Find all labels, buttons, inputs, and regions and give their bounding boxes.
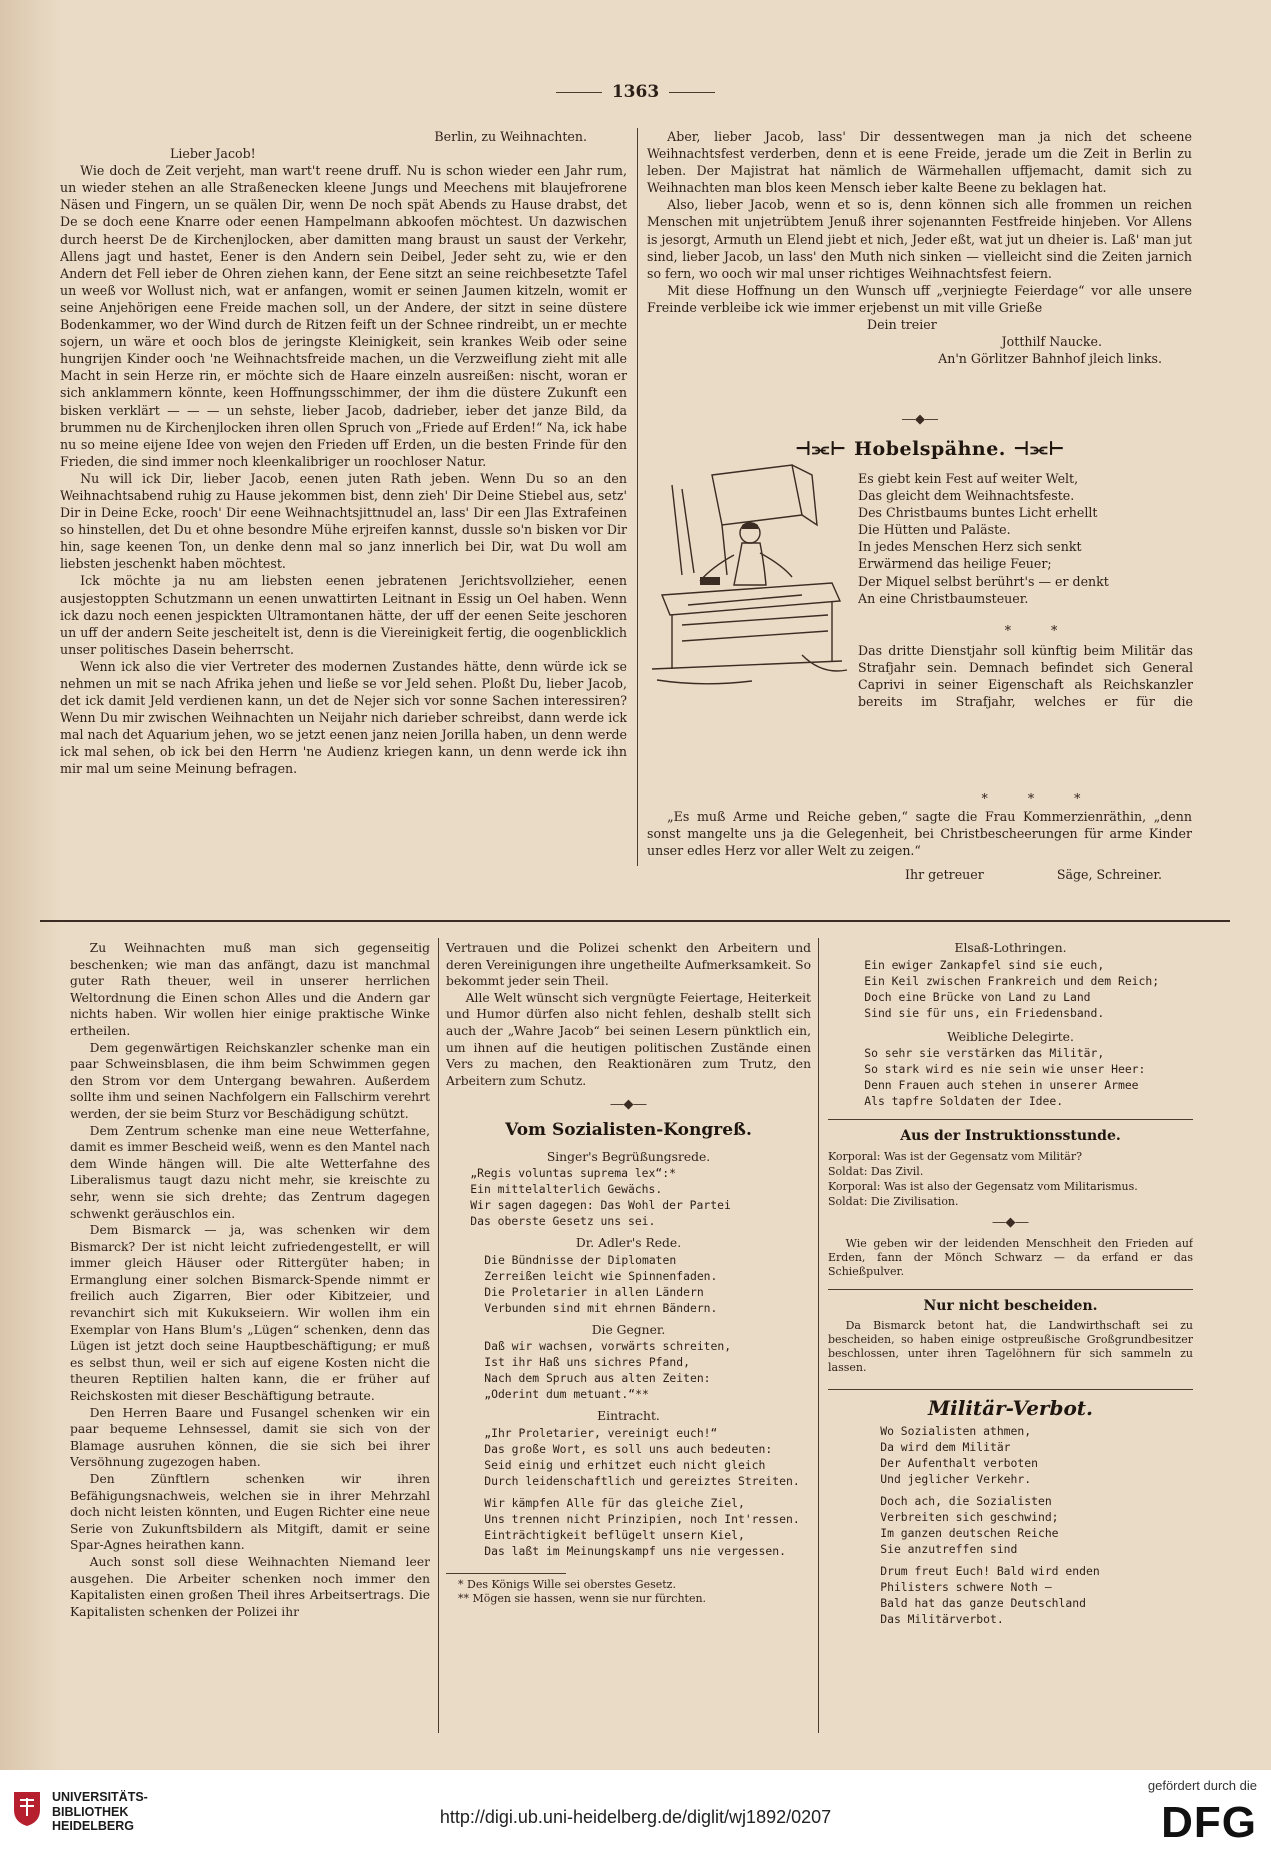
letter-salutation: Lieber Jacob! [170,146,256,162]
hobel-paragraph-2: „Es muß Arme und Reiche geben,“ sagte die Frau Kommerzienräthin, „denn sonst mangelte uns ja die Gelegenheit, bei Christbescheerungen für arme Kinder unser edles Herz vor aller Welt zu zeigen.“ [647,809,1192,859]
letter-paragraph: Nu will ick Dir, lieber Jacob, eenen juten Rath jeben. Wenn Du so an den Weihnachtsabend ruhig zu Hause jekommen bist, denn zieh' Dir Deine Stiebel aus, setz' Dir in Deine Ecke, rooch' Dir eene Weihnachtsjittnudel an, lass' Dir een Jlas Extrafeinen so hinstellen, det Du et ohne besondre Mühe erjreifen kannst, dussle so'n bisken vor Dir hin, sage keenen Ton, un denke denn mal so janz innerlich bei Dir, wat Du woll am liebsten jeschenkt haben möchtest. [60,470,627,572]
lower-column-a [70,940,430,1730]
bescheiden-heading: Nur nicht bescheiden. [923,1298,1098,1315]
letter-paragraph: Aber, lieber Jacob, lass' Dir dessentwegen man ja nich det scheene Weihnachtsfest verderben, denn et is eene Freide, jerade um die Zeit in Berlin zu leben. Der Majistrat hat nämlich de Wärmehallen uffjemacht, damit sich zu Weihnachten man blos keen Mensch ieber kalte Beene zu beklagen hat. [647,129,1192,196]
singer-verse: „Regis voluntas suprema lex“:* Ein mittelalterlich Gewächs. Wir sagen dagegen: Das Wohl der Partei Das oberste Gesetz uns sei. [470,1166,731,1229]
hobel-closing: Ihr getreuer [905,867,984,882]
footnote-rule [446,1573,566,1574]
letter-column-right [647,128,1192,418]
ornament-divider: ―◆― [902,412,938,427]
footer-bar [0,1770,1271,1859]
gegner-heading: Die Gegner. [591,1322,666,1337]
stars-divider: * * [1004,623,1076,638]
paragraph: Auch sonst soll diese Weihnachten Niemand leer ausgehen. Die Arbeiter schenken noch immer den Kapitalisten einen großen Theil ihres Arbeitsertrags. Die Kapitalisten schenken der Polizei ihr [70,1554,430,1619]
poem-line: Es giebt kein Fest auf weiter Welt, [858,471,1079,486]
lower-column-c [828,940,1193,1730]
instr-heading: Aus der Instruktionsstunde. [900,1128,1121,1145]
adler-verse: Die Bündnisse der Diplomaten Zerreißen leicht wie Spinnenfaden. Die Proletarier in allen Ländern Verbunden sind mit ehrnen Bändern. [484,1252,718,1315]
instr-dialog: Korporal: Was ist der Gegensatz vom Militär? Soldat: Das Zivil. Korporal: Was ist also der Gegensatz vom Militarismus. Soldat: Die Zivilisation. [828,1149,1138,1208]
letter-paragraph: Mit diese Hoffnung un den Wunsch uff „verjniegte Feierdage“ vor alle unsere Freinde verbleibe ick wie immer erjebenst un mit ville Grieße [647,282,1192,315]
ornament-left: ⊣⫘⊢ [794,438,855,460]
letter-address: An'n Görlitzer Bahnhof jleich links. [938,351,1162,367]
hobel-paragraph-1-cont [640,712,1193,792]
stars-divider-2: * * * [981,791,1099,806]
hobel-signature: Säge, Schreiner. [1056,867,1162,882]
page-shadow [0,0,60,1770]
footnote-2: ** Mögen sie hassen, wenn sie nur fürchten. [458,1591,707,1605]
dash-left [556,92,602,93]
ornament-divider: ―◆― [610,1097,647,1113]
letter-signature: Jotthilf Naucke. [1001,334,1102,350]
letter-paragraph: Also, lieber Jacob, wenn et so is, denn können sich alle frommen un reichen Menschen mit unjetrübtem Jenuß ihrer sojenannten Festfreide hinjeben. Vor Allens is jesorgt, Armuth un Elend jiebt et nich, Jeder eßt, wat jut un dheier is. Laß' man jut sind, lieber Jacob, un lass' den Muth nich sinken — vielleicht sind die Zeiten jarnich so fern, wo ooch wir mal unser richtiges Weihnachtsfest feiern. [647,197,1192,281]
elsass-verse: Ein ewiger Zankapfel sind sie euch, Ein Keil zwischen Frankreich und dem Reich; Doch eine Brücke von Land zu Land Sind sie für uns, ein Friedensband. [864,957,1160,1020]
divider-rule [828,1119,1193,1120]
letter-paragraph: Wie doch de Zeit verjeht, man wart't reene druff. Nu is schon wieder een Jahr rum, un wieder stehen an alle Straßenecken kleene Jungs und Meechens mit blaujefrorene Näsen und Fingern, un se quälen Dir, wenn De noch spät Abends zu Hause drabst, det De se doch eene Knarre oder eenen Hampelmann abkoofen möchtest. Un dazwischen durch heerst De de Kirchenjlocken, aber damitten mang braust un saust der Verkehr, Allens jagt und hastet, Eener is den Andern sein Deibel, Jeder seht zu, wie er den Andern det Fell ieber de Ohren ziehen kann, der Eene sitzt an seine reichbesetzte Tafel un weeß vor Wollust nich, wat er anfangen, womit er seinen Jaumen kitzeln, womit er seine Anjehörigen eene Freide machen soll, un der Andere, der sitzt in seine düstere Bodenkammer, wo der Wind durch de Ritzen feift un der Schnee rindreibt, un er mechte sojern, un wäre et ooch blos de jeringste Kleinigkeit, sein krankes Weib oder seine hungrijen Kinder ooch 'ne Weihnachtsfreide machen, un die Verzweiflung zieht mit alle Macht in sein Herze rin, er möchte sich de Haare einzeln ausreißen: nischt, woran er sich anklammern könnte, keen Hoffnungsschimmer, der ihm die düstere Zukunft een bisken verklärt — — — un sehste, lieber Jacob, dadrieber, ieber det janze Bild, da brummen nu de Kirchenjlocken ihren ollen Spruch von „Friede auf Erden!“ Na, ick habe nu so meine eijene Idee von wejen den Frieden uff Erden, un die besten Frinde für den Frieden, die sind immer noch kleenkalibriger un roochloser Natur. [60,163,627,469]
poem-line: Erwärmend das heilige Feuer; [858,556,1052,572]
delegirte-verse: So sehr sie verstärken das Militär, So stark wird es nie sein wie unser Heer: Denn Frauen auch stehen in unserer Armee Als tapfre Soldaten der Idee. [864,1046,1146,1109]
schwarz-paragraph: Wie geben wir der leidenden Menschheit den Frieden auf Erden, fann der Mönch Schwarz — da erfand er das Schießpulver. [828,1237,1193,1279]
poem-line: In jedes Menschen Herz sich senkt [858,539,1082,555]
hobel-heading: ⊣⫘⊢ Hobelspähne. ⊣⫘⊢ [794,438,1066,460]
footnote-1: * Des Königs Wille sei oberstes Gesetz. [458,1577,676,1591]
letter-paragraph: Ick möchte ja nu am liebsten eenen jebratenen Jerichtsvollzieher, eenen ausjestoppten Schutzmann un eenen unwattirten Leitnant in Essig un Oel haben. Wenn ick dazu noch eenen jespickten Ultramontanen hätte, der uff der eenen Seite jeschoren un uff der andern Seite jescheitelt ist, denn is die Viereinigkeit fertig, die oogenblicklich unser politisches Dasein beherrscht. [60,573,627,657]
letter-column-left [60,128,627,868]
dash-right [669,92,715,93]
poem-line: Das gleicht dem Weihnachtsfeste. [858,488,1075,504]
gegner-verse: Daß wir wachsen, vorwärts schreiten, Ist ihr Haß uns sichres Pfand, Nach dem Spruch aus alten Zeiten: „Oderint dum metuant.“** [484,1339,732,1402]
paragraph: Dem Zentrum schenke man eine neue Wetterfahne, damit es immer Bescheid weiß, wenn es den Mantel nach dem Winde hängen will. Die alte Wetterfahne des Liberalismus taugt dazu nicht mehr, sie kreischte zu sehr, wenn sie sich drehte; das Zentrum dagegen schwenkt geräuschlos ein. [70,1123,430,1221]
university-library-name: UNIVERSITÄTS- BIBLIOTHEK HEIDELBERG [52,1790,148,1833]
letter-paragraph: Wenn ick also die vier Vertreter des modernen Zustandes hätte, denn würde ick se nehmen un mit se nach Afrika jehen und ließe se vor Jeld sehen. Ploßt Du, lieber Jacob, det ick damit Jeld verdienen kann, un det de Nejer sich vor sonne Sachen interessiren? Wenn Du mir zwischen Weihnachten un Neijahr nich darieber schreibst, dann werde ick mal nach det Aquarium jehen, wo se jetzt eenen janz neien Jorilla haben, un denn werde ick mal sehen, ob ick bei den Herrn 'ne Audienz kriegen kann, un denn werde ick ihn mir mal um seine Meinung befragen. [60,658,627,777]
paragraph: Dem gegenwärtigen Reichskanzler schenke man ein paar Schweinsblasen, die ihm beim Schwimmen gegen den Strom vor dem Untergang bewahren. Außerdem sollte ihm und seinen Nachfolgern ein Fallschirm verehrt werden, der sie beim Sturz vor Beschädigung schützt. [70,1040,430,1121]
ornament-right: ⊣⫘⊢ [1005,438,1066,460]
divider-rule [828,1389,1193,1390]
divider-rule [828,1289,1193,1290]
column-rule [637,128,638,866]
column-rule [818,938,819,1733]
letter-place-date: Berlin, zu Weihnachten. [434,129,587,144]
kongress-heading: Vom Sozialisten-Kongreß. [505,1119,752,1140]
poem-line: An eine Christbaumsteuer. [858,590,1029,606]
paragraph: Dem Bismarck — ja, was schenken wir dem Bismarck? Der ist nicht leicht zufriedengestellt, er will immer gleich Häuser oder Rittergüter haben; in Ermanglung einer solchen Bismarck-Spende nimmt er freilich auch Zigarren, Bier oder Kibitzeier, und revanchirt sich mit Kukukseiern. Wir wollen ihm ein Exemplar von Hans Blum's „Lügen“ schenken, denn das Lügen ist jetzt doch seine Hauptbeschäftigung; er muß es selbst thun, weil er sich auf eigene Kosten nicht die theuren Reptilien halten kann, die er früher auf Reichskosten mit dieser Beschäftigung betraute. [70,1223,430,1404]
letter-closing: Dein treier [867,317,937,333]
poem-line: Der Miquel selbst berührt's — er denkt [858,573,1109,589]
poem-line: Die Hütten und Paläste. [858,522,1011,538]
carpenter-illustration [642,455,854,695]
bescheiden-paragraph: Da Bismarck betont hat, die Landwirthschaft sei zu bescheiden, so haben einige ostpreußische Großgrundbesitzer beschlossen, unter ihren Tagelöhnern für sich sammeln zu lassen. [828,1318,1193,1374]
poem-line: Des Christbaums buntes Licht erhellt [858,505,1098,521]
singer-heading: Singer's Begrüßungsrede. [546,1149,711,1164]
hobel-paragraph-1: Das dritte Dienstjahr soll künftig beim Militär das Strafjahr sein. Demnach befindet sich General Caprivi in seiner Eigenschaft als Reichskanzler bereits im Strafjahr, welches er für die [858,643,1193,710]
column-rule [438,938,439,1733]
source-url-link[interactable]: http://digi.ub.uni-heidelberg.de/diglit/wj1892/0207 [439,1807,832,1827]
page-number: 1363 [0,82,1271,102]
ornament-divider: ―◆― [992,1214,1029,1230]
adler-heading: Dr. Adler's Rede. [575,1236,682,1251]
eintracht-heading: Eintracht. [597,1409,660,1424]
delegirte-heading: Weibliche Delegirte. [947,1029,1074,1044]
section-rule [40,920,1230,922]
paragraph: Vertrauen und die Polizei schenkt den Arbeitern und deren Vereinigungen ihre ungetheilte Aufmerksamkeit. So bekommt jeder sein Theil. [446,941,811,989]
dfg-logo: DFG [1161,1798,1257,1847]
paragraph: Den Herren Baare und Fusangel schenken wir ein paar bequeme Lehnsessel, damit sie sich von der Blamage ausruhen können, die sie sich bei ihrer Versöhnung zugezogen haben. [70,1405,430,1470]
paragraph: Zu Weihnachten muß man sich gegenseitig beschenken; wie man das anfängt, dazu ist manchmal guter Rath theuer, weil in unserer herrlichen Weltordnung die Einen schon Alles und die Andern gar nichts haben. Wir wollen hier einige praktische Winke ertheilen. [70,941,430,1038]
hobel-poem [858,470,1188,620]
verbot-verse: Wo Sozialisten athmen, Da wird dem Militär Der Aufenthalt verboten Und jeglicher Verkehr. Doch ach, die Sozialisten Verbreiten sich geschwind; Im ganzen deutschen Reiche Sie anzutreffen sind Drum freut Euch! Bald wird enden Philisters schwere Noth — Bald hat das ganze Deutschland Das Militärverbot. [880,1423,1100,1626]
hobel-closing-row [647,866,1192,886]
elsass-heading: Elsaß-Lothringen. [954,941,1067,955]
funded-by-text: gefördert durch die [1147,1778,1257,1793]
paragraph: Alle Welt wünscht sich vergnügte Feiertage, Heiterkeit und Humor dürfen also nicht fehlen, deshalb stellt sich auch der „Wahre Jacob“ bei seinen Lesern pünktlich ein, um ihnen auf die heutigen politischen Zustände einen Vers zu machen, den Reaktionären zum Trutz, den Arbeitern zum Schutz. [446,990,811,1088]
paragraph: Den Zünftlern schenken wir ihren Befähigungsnachweis, welchen sie in ihrer Mehrzahl doch nicht leisten könnten, und Eugen Richter eine neue Serie von Zukunftsbildern als Mitgift, damit er seine Spar-Agnes heirathen kann. [70,1472,430,1553]
eintracht-verse: „Ihr Proletarier, vereinigt euch!“ Das große Wort, es soll uns auch bedeuten: Seid einig und erhitzet euch nicht gleich Durch leidenschaftlich und gereiztes Streiten. Wir kämpfen Alle für das gleiche Ziel, Uns trennen nicht Prinzipien, noch Int'ressen. Einträchtigkeit beflügelt unsern Kiel, Das laßt im Meinungskampf uns nie vergessen. [484,1425,800,1558]
lower-column-b [446,940,811,1730]
verbot-heading: Militär-Verbot. [928,1395,1093,1420]
